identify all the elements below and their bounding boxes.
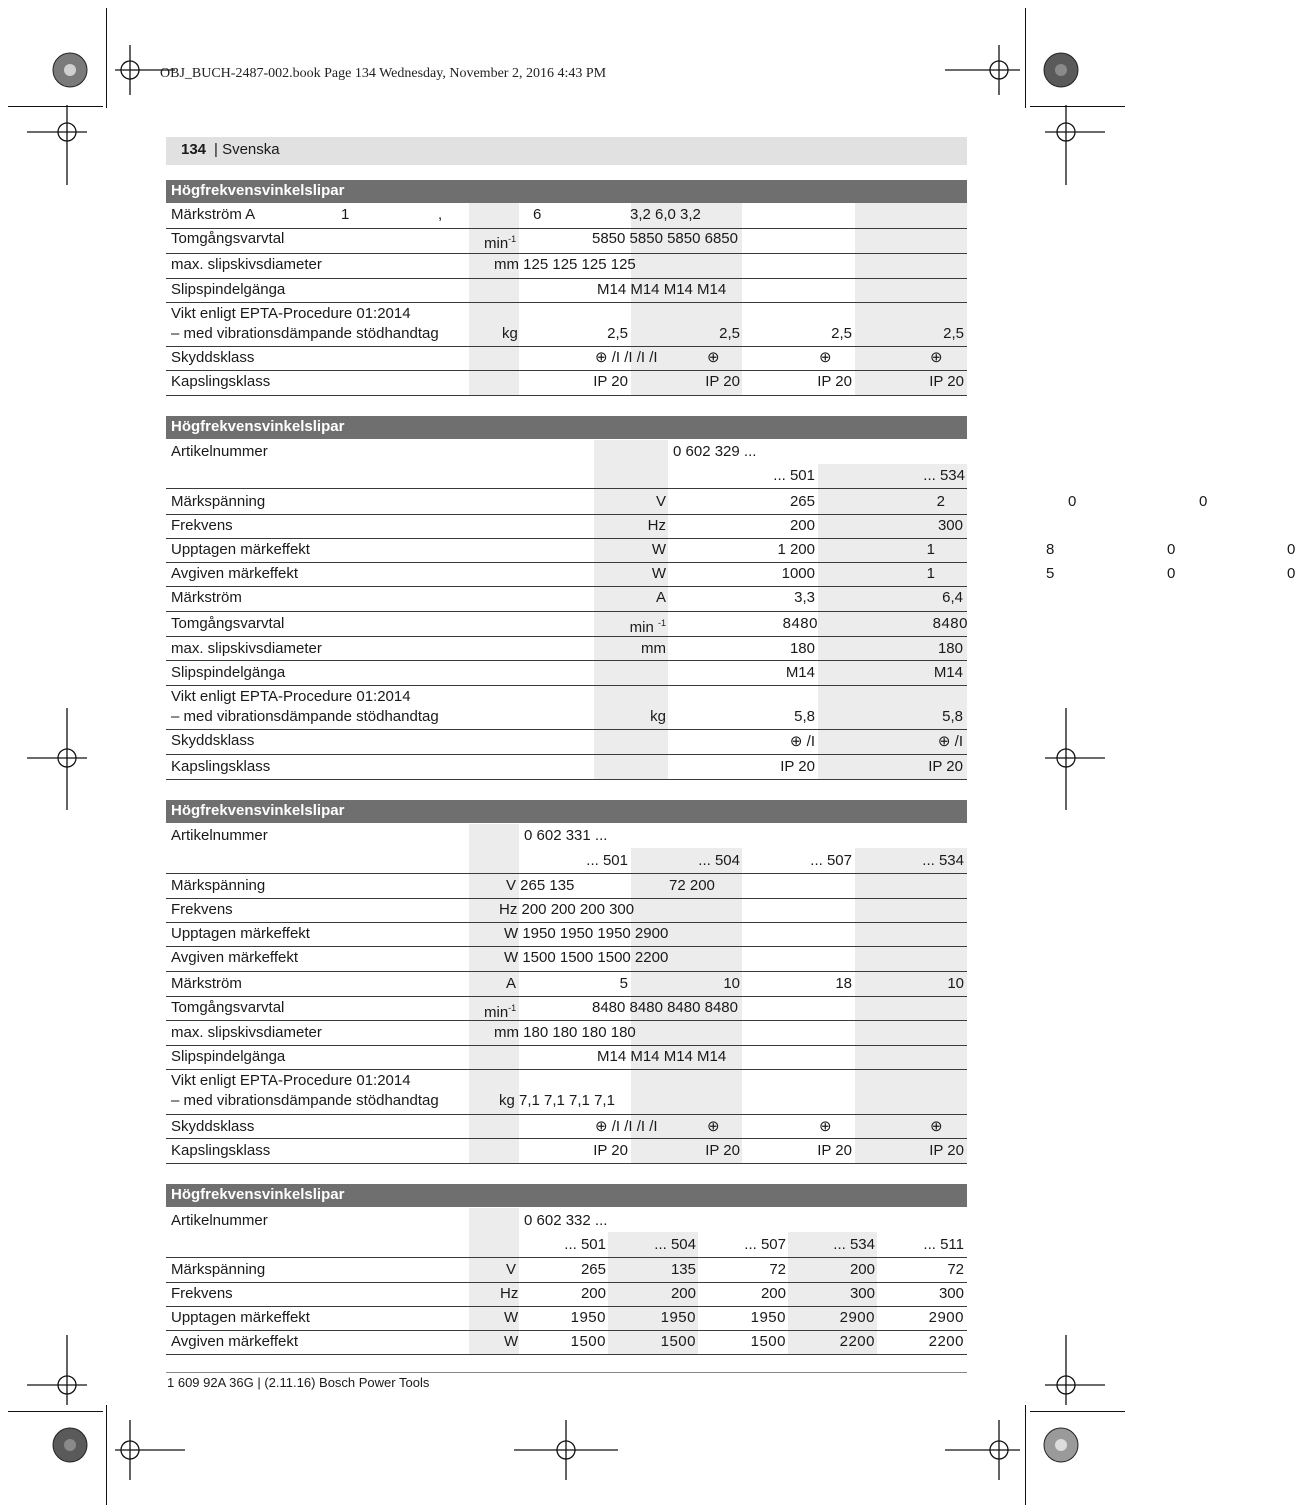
cell-value: W 1950 1950 1950 2900 (504, 925, 669, 942)
row-label: Tomgångsvarvtal (171, 615, 285, 632)
variant-label: ... 534 (833, 1236, 875, 1253)
cell-value: 1500 (660, 1333, 696, 1350)
cell-value: 3,2 6,0 3,2 (630, 206, 701, 223)
variant-label: ... 511 (923, 1236, 964, 1253)
cell-value: 200 (670, 1285, 696, 1302)
cell-value: IP 20 (817, 373, 852, 390)
registration-mark-icon (27, 708, 87, 810)
registration-mark-icon (27, 105, 87, 185)
unit: W (504, 1309, 519, 1326)
protection-class-icon: ⊕ (930, 349, 943, 366)
cell-value: 2200 (928, 1333, 964, 1350)
protection-class-icon: ⊕ (707, 1118, 720, 1135)
unit: W (651, 565, 666, 582)
cell-value: 265 (580, 1261, 606, 1278)
section-title: Högfrekvensvinkelslipar (166, 800, 967, 823)
section-title: Högfrekvensvinkelslipar (166, 416, 967, 439)
color-target-icon (53, 1428, 87, 1462)
variant-label: ... 534 (922, 852, 964, 869)
row-label-2: – med vibrationsdämpande stödhandtag (171, 708, 439, 725)
cell-value: 8480 8480 8480 8480 (592, 999, 738, 1016)
cell-value: 2,5 (607, 325, 628, 342)
row-label: max. slipskivsdiameter (171, 1024, 322, 1041)
row-label: Avgiven märkeffekt (171, 1333, 299, 1350)
cell-value: 8480 (932, 615, 968, 632)
protection-class-value: ⊕ /I (937, 733, 963, 750)
cell-value: V 265 135 (506, 877, 575, 894)
file-info: OBJ_BUCH-2487-002.book Page 134 Wednesday, November 2, 2016 4:43 PM (160, 66, 607, 81)
cell-value: 300 (938, 1285, 964, 1302)
row-label: Skyddsklass (171, 349, 255, 366)
protection-class-icon: ⊕ (819, 1118, 832, 1135)
cell-value: 180 (789, 640, 815, 657)
row-label: Slipspindelgänga (171, 1048, 286, 1065)
cell-value: 1500 (750, 1333, 786, 1350)
overflow-value: 0 (1068, 493, 1077, 510)
unit: V (506, 1261, 517, 1278)
unit: A (655, 589, 666, 606)
variant-label: ... 501 (773, 467, 815, 484)
article-number: 0 602 331 ... (524, 827, 608, 844)
protection-class-value: ⊕ /I (789, 733, 815, 750)
cell-value: 10 (947, 975, 964, 992)
variant-label: ... 507 (810, 852, 852, 869)
overflow-value: 0 (1287, 565, 1296, 582)
row-label: Märkström (171, 589, 242, 606)
row-label-2: – med vibrationsdämpande stödhandtag (171, 325, 439, 342)
cell-value: 200 (849, 1261, 875, 1278)
row-label: max. slipskivsdiameter (171, 256, 322, 273)
cell-value: 72 (769, 1261, 786, 1278)
unit: kg (650, 708, 666, 725)
registration-mark-icon (945, 1420, 1020, 1480)
variant-label: ... 501 (586, 852, 628, 869)
unit: Hz (647, 517, 666, 534)
page-footer: 1 609 92A 36G | (2.11.16) Bosch Power Tools (167, 1375, 430, 1390)
cell-value: 2900 (928, 1309, 964, 1326)
color-target-icon (1044, 53, 1078, 87)
registration-mark-icon (1045, 708, 1105, 810)
cell-value: 300 (937, 517, 963, 534)
unit: V (655, 493, 666, 510)
protection-class-value: ⊕ /I /I /I /I (595, 1118, 658, 1135)
cell-value: M14 M14 M14 M14 (597, 1048, 727, 1065)
cell-value: , (438, 206, 443, 223)
cell-value: 5,8 (942, 708, 963, 725)
cell-value: IP 20 (705, 373, 740, 390)
cell-value: 1950 (750, 1309, 786, 1326)
color-target-icon (53, 53, 87, 87)
row-label: Skyddsklass (171, 1118, 255, 1135)
row-label: Kapslingsklass (171, 758, 271, 775)
variant-label: ... 534 (923, 467, 965, 484)
row-label: Upptagen märkeffekt (171, 541, 310, 558)
row-label: Slipspindelgänga (171, 281, 286, 298)
row-label: Kapslingsklass (171, 1142, 271, 1159)
cell-value: 3,3 (794, 589, 815, 606)
color-target-icon (1044, 1428, 1078, 1462)
unit: kg (502, 325, 518, 342)
row-label: Slipspindelgänga (171, 664, 286, 681)
unit: $\min^{-1}$ (484, 234, 517, 252)
row-label: Märkspänning (171, 1261, 266, 1278)
cell-value: 1 200 (777, 541, 815, 558)
variant-label: ... 507 (744, 1236, 786, 1253)
row-label-2: – med vibrationsdämpande stödhandtag (171, 1092, 439, 1109)
row-label: Frekvens (171, 1285, 233, 1302)
registration-mark-icon (514, 1420, 618, 1480)
row-label: Frekvens (171, 901, 233, 918)
cell-value: 1 (341, 206, 350, 223)
article-number: 0 602 329 ... (673, 443, 757, 460)
cell-value: IP 20 (929, 1142, 964, 1159)
cell-value: 2,5 (719, 325, 740, 342)
cell-value: 1950 (660, 1309, 696, 1326)
cell-value: 5 (619, 975, 628, 992)
unit: A (506, 975, 517, 992)
registration-mark-icon (115, 1420, 185, 1480)
row-label: Märkström (171, 975, 242, 992)
variant-label: ... 501 (564, 1236, 606, 1253)
cell-value: 2 (936, 493, 945, 510)
cell-value: 72 200 (669, 877, 715, 894)
article-label: Artikelnummer (171, 827, 268, 844)
cell-value: 180 (937, 640, 963, 657)
row-label: Frekvens (171, 517, 233, 534)
cell-value: 5,8 (794, 708, 815, 725)
unit: $\min^{-1}$ (484, 1003, 517, 1021)
cell-value: 200 (580, 1285, 606, 1302)
protection-class-value: ⊕ /I /I /I /I (595, 349, 658, 366)
unit: W (504, 1333, 519, 1350)
cell-value: 200 (760, 1285, 786, 1302)
row-label: Vikt enligt EPTA-Procedure 01:2014 (171, 305, 411, 322)
page-header (166, 137, 967, 165)
cell-value: 18 (835, 975, 852, 992)
row-label: Vikt enligt EPTA-Procedure 01:2014 (171, 1072, 411, 1089)
cell-value: 8480 (782, 615, 818, 632)
protection-class-icon: ⊕ (819, 349, 832, 366)
row-label: Upptagen märkeffekt (171, 1309, 310, 1326)
registration-mark-icon (945, 45, 1020, 95)
cell-value: 10 (723, 975, 740, 992)
cell-value: mm 125 125 125 125 (494, 256, 636, 273)
row-label: max. slipskivsdiameter (171, 640, 322, 657)
unit: mm (641, 640, 666, 657)
row-label: Tomgångsvarvtal (171, 230, 285, 247)
row-label: Upptagen märkeffekt (171, 925, 310, 942)
registration-mark-icon (1045, 1335, 1105, 1405)
row-label: Tomgångsvarvtal (171, 999, 285, 1016)
cell-value: mm 180 180 180 180 (494, 1024, 636, 1041)
cell-value: IP 20 (593, 373, 628, 390)
overflow-value: 0 (1199, 493, 1208, 510)
row-label: Kapslingsklass (171, 373, 271, 390)
cell-value: 2,5 (943, 325, 964, 342)
overflow-value: 8 (1046, 541, 1055, 558)
overflow-value: 5 (1046, 565, 1055, 582)
cell-value: IP 20 (928, 758, 963, 775)
cell-value: IP 20 (817, 1142, 852, 1159)
page-language: | Svenska (214, 141, 280, 158)
protection-class-icon: ⊕ (930, 1118, 943, 1135)
cell-value: kg 7,1 7,1 7,1 7,1 (499, 1092, 615, 1109)
variant-label: ... 504 (698, 852, 740, 869)
cell-value: 200 (789, 517, 815, 534)
registration-mark-icon (1045, 105, 1105, 185)
cell-value: 1000 (781, 565, 815, 582)
cell-value: IP 20 (780, 758, 815, 775)
row-label: Avgiven märkeffekt (171, 949, 299, 966)
unit: W (651, 541, 666, 558)
cell-value: IP 20 (705, 1142, 740, 1159)
registration-mark-icon (27, 1335, 87, 1405)
row-label: Avgiven märkeffekt (171, 565, 299, 582)
cell-value: 300 (849, 1285, 875, 1302)
article-label: Artikelnummer (171, 443, 268, 460)
section-title: Högfrekvensvinkelslipar (166, 180, 967, 203)
row-label: Vikt enligt EPTA-Procedure 01:2014 (171, 688, 411, 705)
variant-label: ... 504 (654, 1236, 696, 1253)
cell-value: 2200 (839, 1333, 875, 1350)
cell-value: 1 (926, 565, 935, 582)
cell-value: 72 (947, 1261, 964, 1278)
unit: min $^{-1}$ (629, 618, 666, 636)
page-number: 134 (181, 141, 207, 158)
cell-value: 6 (533, 206, 542, 223)
cell-value: IP 20 (593, 1142, 628, 1159)
cell-value: M14 (785, 664, 815, 681)
cell-value: 1950 (570, 1309, 606, 1326)
cell-value: 265 (789, 493, 815, 510)
protection-class-icon: ⊕ (707, 349, 720, 366)
cell-value: W 1500 1500 1500 2200 (504, 949, 669, 966)
cell-value: Hz 200 200 200 300 (499, 901, 635, 918)
cell-value: M14 (933, 664, 963, 681)
cell-value: 1 (926, 541, 935, 558)
row-label: Skyddsklass (171, 732, 255, 749)
cell-value: 2,5 (831, 325, 852, 342)
cell-value: 2900 (839, 1309, 875, 1326)
section-title: Högfrekvensvinkelslipar (166, 1184, 967, 1207)
row-label: Märkström A (171, 206, 256, 223)
cell-value: IP 20 (929, 373, 964, 390)
cell-value: 1500 (570, 1333, 606, 1350)
cell-value: 6,4 (942, 589, 963, 606)
cell-value: 135 (670, 1261, 696, 1278)
cell-value: M14 M14 M14 M14 (597, 281, 727, 298)
row-label: Märkspänning (171, 877, 266, 894)
overflow-value: 0 (1167, 541, 1176, 558)
article-label: Artikelnummer (171, 1212, 268, 1229)
overflow-value: 0 (1287, 541, 1296, 558)
cell-value: 5850 5850 5850 6850 (592, 230, 738, 247)
row-label: Märkspänning (171, 493, 266, 510)
article-number: 0 602 332 ... (524, 1212, 608, 1229)
overflow-value: 0 (1167, 565, 1176, 582)
unit: Hz (500, 1285, 519, 1302)
